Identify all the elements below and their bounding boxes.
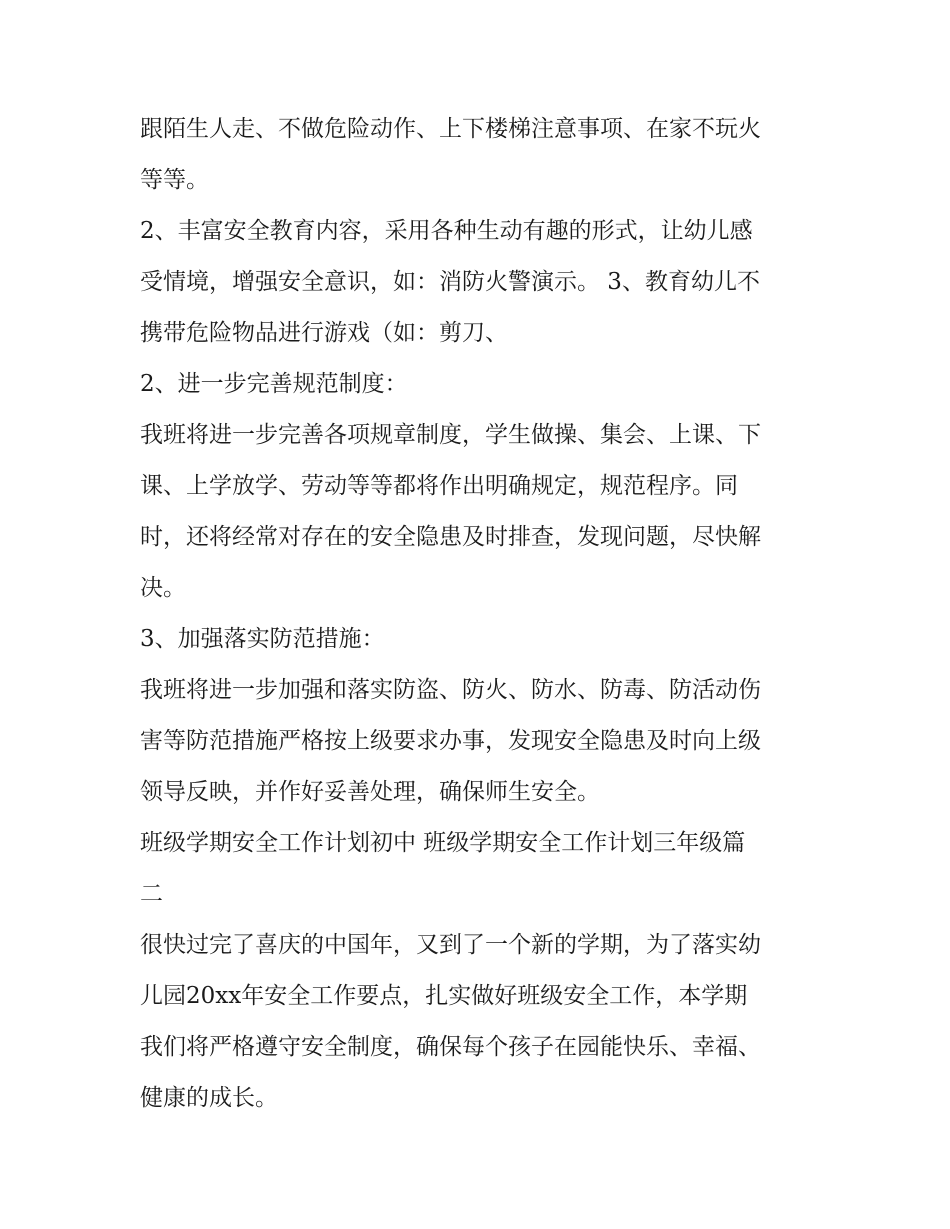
- text-line: 时，还将经常对存在的安全隐患及时排查，发现问题，尽快解: [140, 524, 761, 550]
- article-title: 二: [140, 881, 163, 907]
- text-line: 很快过完了喜庆的中国年，又到了一个新的学期，为了落实幼: [140, 932, 761, 958]
- text-line: 我班将进一步加强和落实防盗、防火、防水、防毒、防活动伤: [140, 677, 761, 703]
- article-title: 班级学期安全工作计划初中 班级学期安全工作计划三年级篇: [140, 830, 746, 856]
- text-line: 2、丰富安全教育内容，采用各种生动有趣的形式，让幼儿感: [140, 218, 753, 244]
- text-line: 害等防范措施严格按上级要求办事，发现安全隐患及时向上级: [140, 728, 761, 754]
- text-line: 我们将严格遵守安全制度，确保每个孩子在园能快乐、幸福、: [140, 1034, 761, 1060]
- text-line: 跟陌生人走、不做危险动作、上下楼梯注意事项、在家不玩火: [140, 116, 761, 142]
- text-line: 课、上学放学、劳动等等都将作出明确规定，规范程序。同: [140, 473, 738, 499]
- text-line: 领导反映，并作好妥善处理，确保师生安全。: [140, 779, 600, 805]
- document-body: [140, 104, 820, 1124]
- text-line: 等等。: [140, 167, 209, 193]
- section-heading: 3、加强落实防范措施：: [140, 626, 385, 652]
- text-line: 受情境，增强安全意识，如：消防火警演示。 3、教育幼儿不: [140, 269, 760, 295]
- section-heading: 2、进一步完善规范制度：: [140, 371, 408, 397]
- text-line: 儿园20xx年安全工作要点，扎实做好班级安全工作，本学期: [140, 983, 748, 1009]
- text-line: 健康的成长。: [140, 1085, 278, 1111]
- text-line: 我班将进一步完善各项规章制度，学生做操、集会、上课、下: [140, 422, 761, 448]
- text-line: 携带危险物品进行游戏（如：剪刀、: [140, 320, 508, 346]
- text-line: 决。: [140, 575, 186, 601]
